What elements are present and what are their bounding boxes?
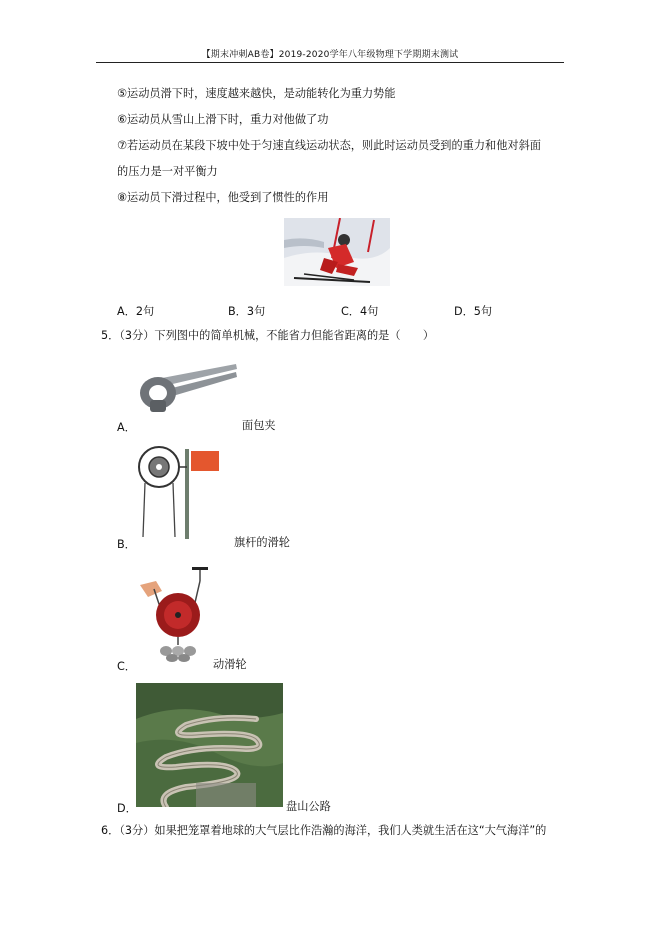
header-title: 【期末冲刺AB卷】2019-2020学年八年级物理下学期期末测试 [201,50,459,60]
q5-option-c-caption: 动滑轮 [213,658,247,671]
skier-image [284,218,390,286]
flagpole-pulley-image [137,443,221,539]
tongs-image [136,360,238,416]
q4-option-a[interactable]: A．2句 [117,305,155,318]
q5-option-d-caption: 盘山公路 [286,800,331,813]
q5-option-a-letter[interactable]: A． [117,421,136,434]
q4-option-d[interactable]: D．5句 [454,305,493,318]
q5-option-d-letter[interactable]: D． [117,802,137,815]
statement-6: ⑥运动员从雪山上滑下时，重力对他做了功 [117,113,329,126]
q5-option-b-letter[interactable]: B． [117,538,136,551]
header-divider [96,62,564,63]
movable-pulley-image [136,567,214,663]
q5-option-a-caption: 面包夹 [242,419,276,432]
q5-stem: 5．（3分）下列图中的简单机械，不能省力但能省距离的是（ ） [101,329,435,342]
mountain-road-image [136,683,283,807]
statement-7-continued: 的压力是一对平衡力 [117,165,218,178]
q5-option-c-letter[interactable]: C． [117,660,136,673]
statement-7: ⑦若运动员在某段下坡中处于匀速直线运动状态，则此时运动员受到的重力和他对斜面 [117,139,541,152]
statement-8: ⑧运动员下滑过程中，他受到了惯性的作用 [117,191,329,204]
q4-option-c[interactable]: C．4句 [341,305,379,318]
statement-5: ⑤运动员滑下时，速度越来越快，是动能转化为重力势能 [117,87,396,100]
q6-stem: 6．（3分）如果把笼罩着地球的大气层比作浩瀚的海洋，我们人类就生活在这“大气海洋”的 [101,824,547,837]
q4-option-b[interactable]: B．3句 [228,305,266,318]
q5-option-b-caption: 旗杆的滑轮 [234,536,290,549]
